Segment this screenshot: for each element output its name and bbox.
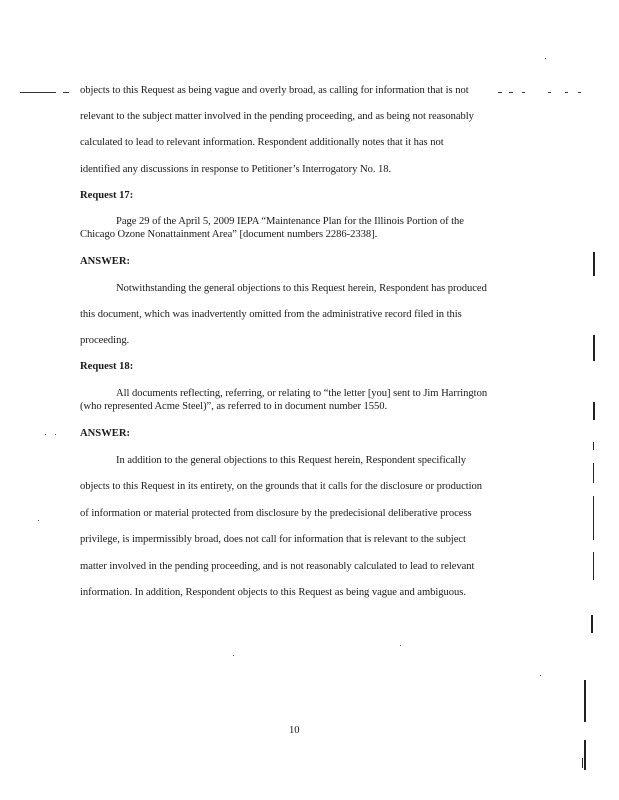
request-17-heading: Request 17: bbox=[80, 190, 134, 201]
scan-artifact-bar bbox=[593, 335, 595, 361]
request-18-text-line: (who represented Acme Steel)”, as referred to in document number 1550. bbox=[80, 401, 388, 412]
scan-artifact-bar bbox=[582, 758, 583, 768]
request-18-text-line: All documents reflecting, referring, or relating to “the letter [you] sent to Jim Harrington bbox=[116, 388, 488, 399]
scan-artifact-speck bbox=[400, 645, 401, 646]
scan-artifact-dash bbox=[498, 92, 502, 93]
scan-artifact-bar bbox=[593, 442, 594, 450]
answer-17-text-line: Notwithstanding the general objections to this Request herein, Respondent has produced bbox=[116, 283, 487, 294]
scan-artifact-speck bbox=[233, 655, 234, 656]
answer-18-text-line: of information or material protected from disclosure by the predecisional deliberative process bbox=[80, 508, 472, 519]
answer-18-heading: ANSWER: bbox=[80, 428, 131, 439]
scan-artifact-dash bbox=[63, 92, 69, 93]
request-17-text-line: Chicago Ozone Nonattainment Area” [document numbers 2286-2338]. bbox=[80, 229, 378, 240]
answer-18-text-line: objects to this Request in its entirety, on the grounds that it calls for the disclosure or production bbox=[80, 481, 482, 492]
scan-artifact-dash bbox=[509, 92, 513, 93]
scan-artifact-bar bbox=[584, 740, 586, 770]
scan-artifact-dash bbox=[565, 92, 568, 93]
scan-artifact-speck bbox=[55, 434, 56, 435]
scan-artifact-bar bbox=[593, 496, 594, 540]
scan-artifact-bar bbox=[593, 552, 594, 580]
scan-artifact-speck bbox=[545, 58, 546, 59]
request-17-text-line: Page 29 of the April 5, 2009 IEPA “Maintenance Plan for the Illinois Portion of the bbox=[116, 216, 464, 227]
page-number: 10 bbox=[289, 725, 300, 736]
answer-18-text-line: privilege, is impermissibly broad, does not call for information that is relevant to the subject bbox=[80, 534, 466, 545]
request-18-heading: Request 18: bbox=[80, 361, 134, 372]
scan-artifact-dash bbox=[20, 92, 56, 93]
body-text-line: relevant to the subject matter involved in the pending proceeding, and as being not reasonably bbox=[80, 111, 474, 122]
answer-17-heading: ANSWER: bbox=[80, 256, 131, 267]
answer-18-text-line: information. In addition, Respondent objects to this Request as being vague and ambiguous. bbox=[80, 587, 466, 598]
scan-artifact-dash bbox=[522, 92, 525, 93]
scan-artifact-bar bbox=[591, 615, 593, 633]
scan-artifact-bar bbox=[584, 680, 586, 722]
scan-artifact-bar bbox=[593, 402, 595, 420]
scan-artifact-speck bbox=[540, 675, 541, 676]
scan-artifact-speck bbox=[45, 434, 46, 435]
scan-artifact-dash bbox=[548, 92, 551, 93]
scan-artifact-dash bbox=[578, 92, 581, 93]
answer-17-text-line: proceeding. bbox=[80, 335, 130, 346]
body-text-line: calculated to lead to relevant information. Respondent additionally notes that it has not bbox=[80, 137, 444, 148]
scan-artifact-speck bbox=[38, 520, 39, 521]
scan-artifact-bar bbox=[593, 463, 594, 483]
scan-artifact-bar bbox=[593, 252, 595, 276]
body-text-line: objects to this Request as being vague and overly broad, as calling for information that is not bbox=[80, 85, 469, 96]
answer-18-text-line: In addition to the general objections to this Request herein, Respondent specifically bbox=[116, 455, 466, 466]
body-text-line: identified any discussions in response to Petitioner’s Interrogatory No. 18. bbox=[80, 164, 392, 175]
answer-17-text-line: this document, which was inadvertently omitted from the administrative record filed in this bbox=[80, 309, 462, 320]
answer-18-text-line: matter involved in the pending proceeding, and is not reasonably calculated to lead to relevant bbox=[80, 561, 475, 572]
